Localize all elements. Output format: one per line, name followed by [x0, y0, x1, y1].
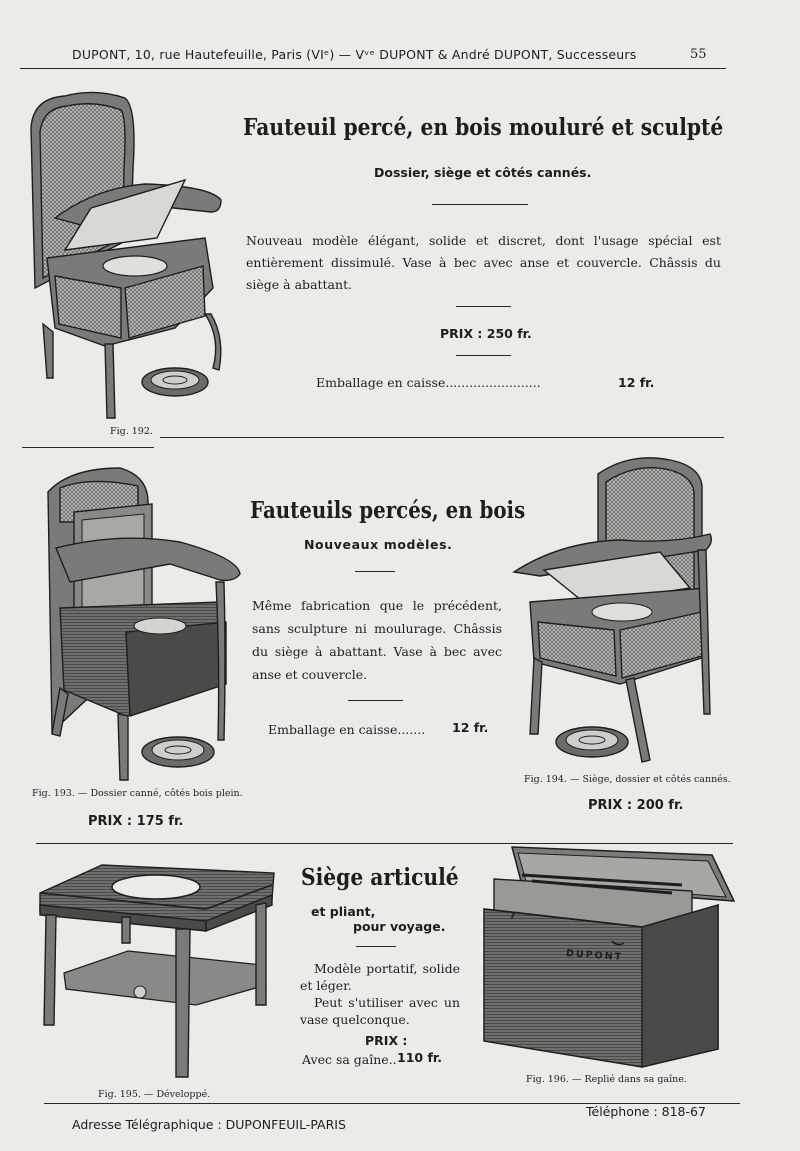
section1-rule-2	[456, 306, 511, 307]
section3-price-label: PRIX :	[365, 1033, 408, 1048]
section3-rule	[356, 946, 396, 947]
section3-price-value: 110 fr.	[397, 1050, 443, 1065]
header-address: DUPONT, 10, rue Hautefeuille, Paris (VIᵉ) — Vᵛᵉ DUPONT & André DUPONT, Successeurs	[72, 47, 637, 62]
fig-194-armchair-illustration	[510, 452, 735, 772]
fig-194-caption: Fig. 194. — Siège, dossier et côtés cannés.	[524, 774, 731, 785]
section1-rule-3	[456, 355, 511, 356]
section3-title: Siège articulé	[301, 864, 459, 891]
section1-divider-right	[160, 437, 724, 438]
fig-193-caption: Fig. 193. — Dossier canné, côtés bois plein.	[32, 788, 243, 799]
section1-packing-price: 12 fr.	[618, 375, 655, 390]
page-number: 55	[690, 47, 707, 62]
fig-196-caption: Fig. 196. — Replié dans sa gaîne.	[526, 1074, 687, 1085]
fig-195-caption: Fig. 195. — Développé.	[98, 1089, 211, 1100]
section3-subtitle-2: pour voyage.	[353, 919, 446, 934]
section1-divider-left	[22, 447, 154, 448]
header-rule	[20, 68, 726, 69]
section1-price: PRIX : 250 fr.	[440, 326, 532, 341]
section1-subtitle: Dossier, siège et côtés cannés.	[374, 165, 592, 180]
fig-193-price: PRIX : 175 fr.	[88, 814, 184, 829]
section2-description: Même fabrication que le précédent, sans sculpture ni moulurage. Châssis du siège à abattant. Vase à bec avec anse et couvercle.	[252, 598, 502, 682]
footer-telegraph: Adresse Télégraphique : DUPONFEUIL-PARIS	[72, 1117, 346, 1132]
section3-description-1: Modèle portatif, solide et léger.	[300, 961, 460, 993]
section2-rule-2	[348, 700, 403, 701]
section1-description: Nouveau modèle élégant, solide et discret, dont l'usage spécial est entièrement dissimulé. Vase à bec avec anse et couvercle. Châssis du siège à abattant.	[246, 233, 721, 292]
section2-subtitle: Nouveaux modèles.	[304, 537, 453, 552]
fig-192-armchair-illustration	[25, 88, 225, 428]
fig-192-caption: Fig. 192.	[110, 426, 153, 437]
section2-title: Fauteuils percés, en bois	[250, 497, 526, 524]
fig-195-folding-seat-illustration	[36, 855, 281, 1090]
section2-packing-price: 12 fr.	[452, 720, 489, 735]
fig-196-case-label: DUPONT	[565, 948, 624, 963]
section1-title: Fauteuil percé, en bois mouluré et sculpté	[243, 114, 724, 141]
section3-subtitle-1: et pliant,	[311, 904, 376, 919]
fig-194-price: PRIX : 200 fr.	[588, 798, 684, 813]
section3-description-2: Peut s'utiliser avec un vase quelconque.	[300, 995, 460, 1027]
section2-packing: Emballage en caisse.......	[268, 722, 426, 737]
section2-rule-1	[355, 571, 395, 572]
section3-price-line: Avec sa gaîne..	[302, 1052, 397, 1067]
section1-packing: Emballage en caisse........................	[316, 375, 541, 390]
section2-divider	[36, 843, 733, 844]
footer-telephone: Téléphone : 818-67	[586, 1104, 706, 1119]
section1-rule-1	[432, 204, 528, 205]
fig-193-armchair-illustration	[30, 462, 245, 787]
